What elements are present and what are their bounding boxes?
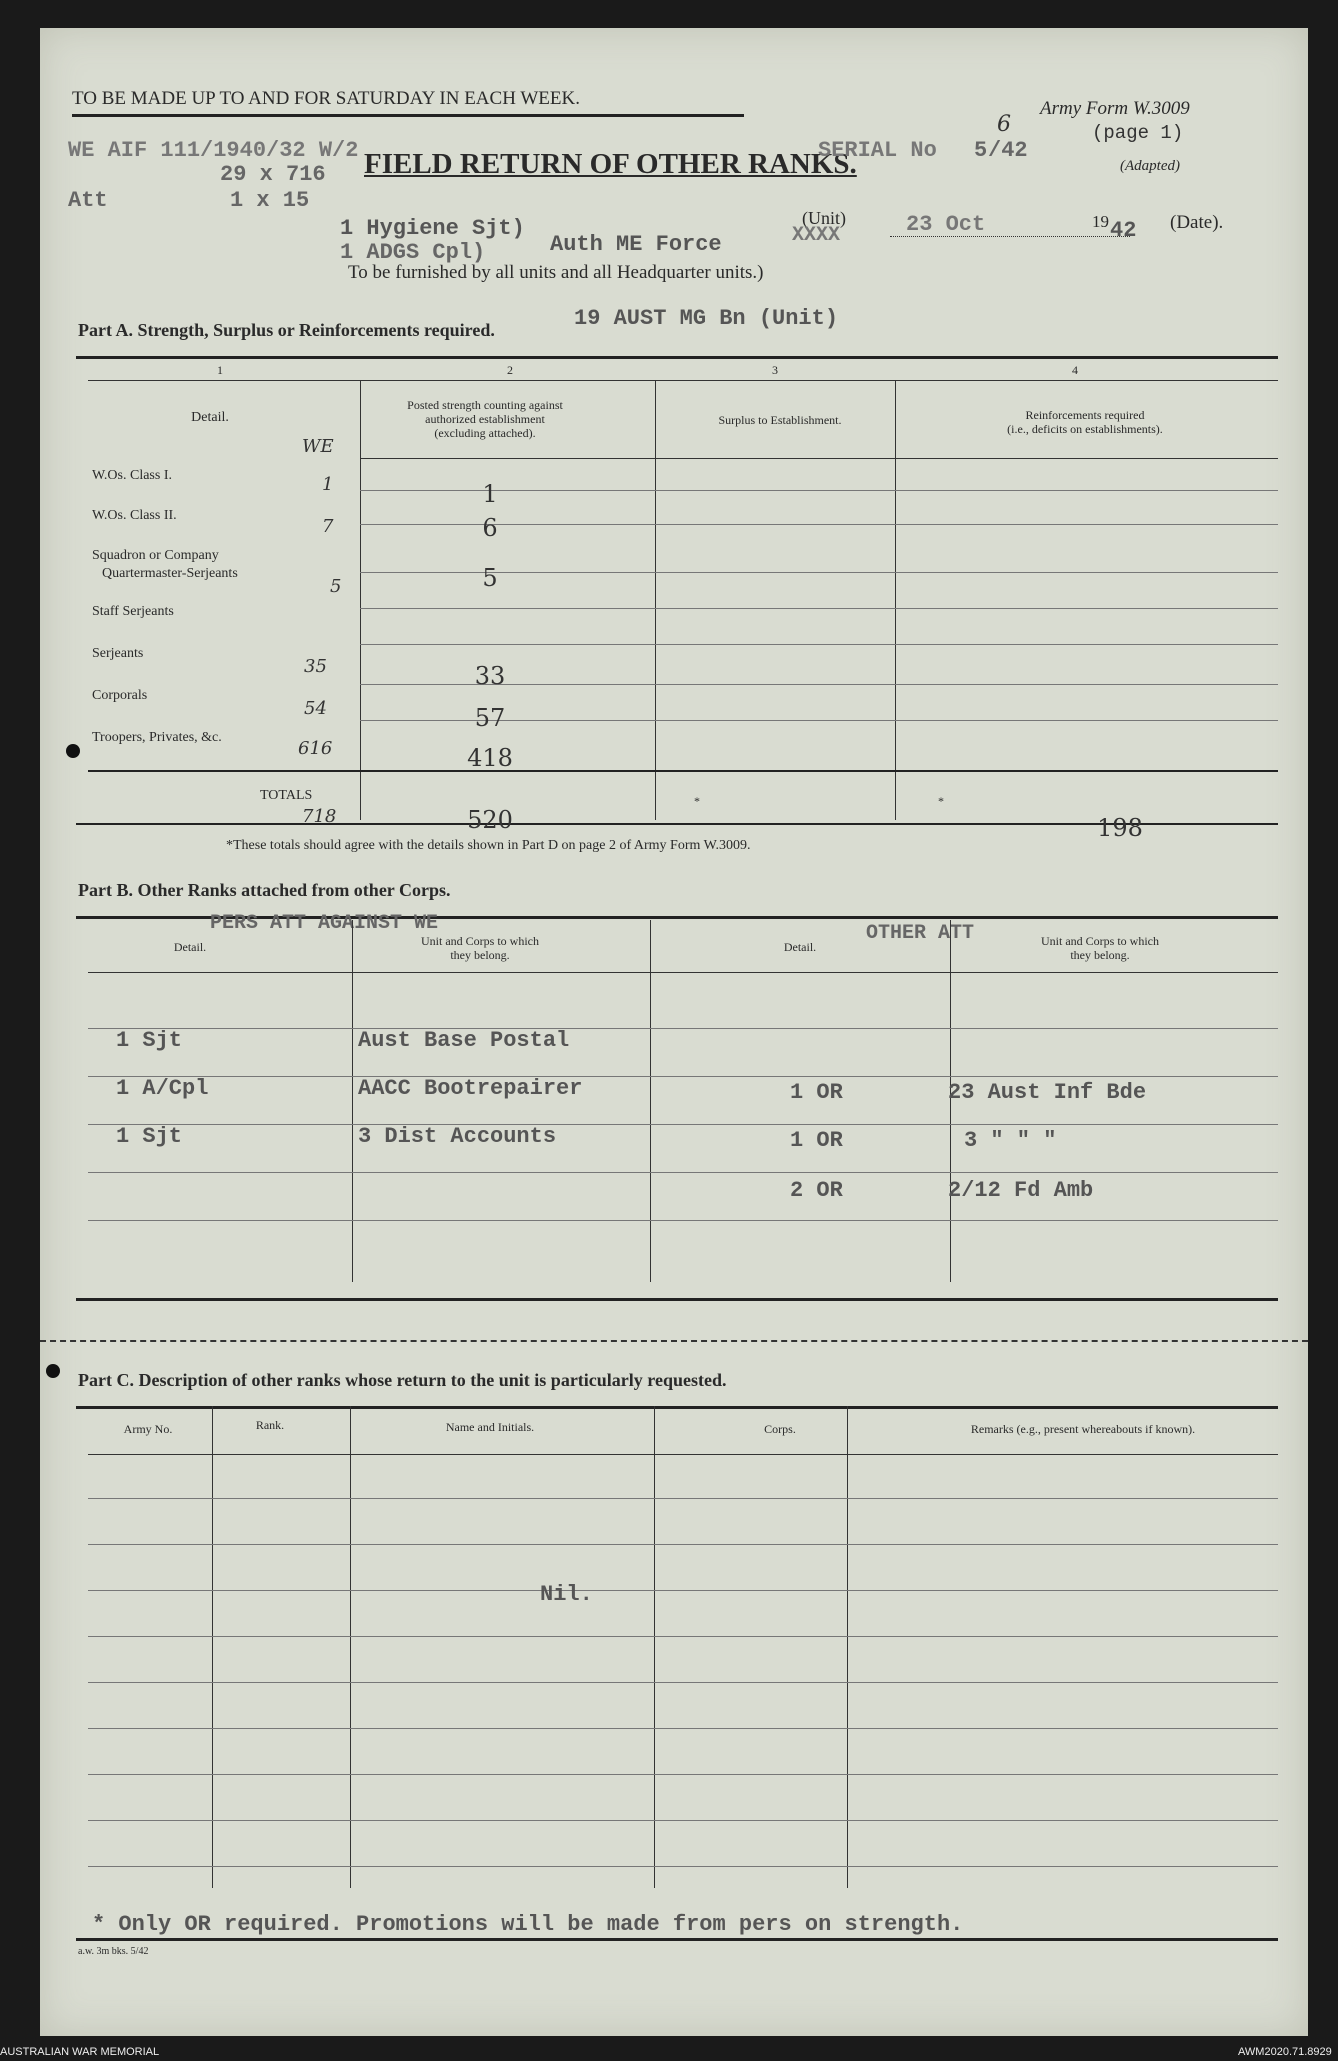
perforation-line [40,1340,1308,1342]
row-posted: 418 [467,744,513,772]
b-left-unit-header [350,934,610,962]
we-reference: WE AIF 111/1940/32 W/2 [68,138,359,163]
b-row-rule-2 [88,1076,1278,1077]
row-label: Staff Serjeants [92,604,174,619]
b-left-unit-header-line-2: they belong. [450,948,510,962]
col-posted-header [355,398,615,440]
b-right-unit-header [970,934,1230,962]
row-rule-5 [360,644,1278,645]
col-num-4: 4 [1072,363,1078,377]
part-c-top-rule [76,1406,1278,1409]
unit-typed: 19 AUST MG Bn (Unit) [574,306,839,331]
part-a-col-line-1 [360,380,361,820]
c-row-rule-6 [88,1728,1278,1729]
c-col-remarks: Remarks (e.g., present whereabouts if known). [970,1422,1196,1436]
col-num-1: 1 [217,363,223,377]
we-strength: 29 x 716 [220,162,326,187]
row-we: 35 [304,656,327,677]
b-left-detail-header: Detail. [173,940,207,954]
part-b-title: Part B. Other Ranks attached from other Corps. [78,880,451,900]
b-unit: 23 Aust Inf Bde [948,1080,1147,1105]
c-row-rule-4 [88,1636,1278,1637]
c-col-rank: Rank. [255,1418,285,1432]
row-label: W.Os. Class II. [92,508,177,523]
serial-label: SERIAL No [818,138,937,163]
b-detail: 1 OR [790,1080,843,1105]
row-label: W.Os. Class I. [92,468,172,483]
row-posted: 6 [482,514,498,542]
part-c-bottom-rule [76,1938,1278,1941]
b-detail: 1 Sjt [116,1124,183,1149]
b-unit: 3 " " " [964,1128,1057,1153]
b-row-rule-4 [88,1172,1278,1173]
posted-header-line-1: Posted strength counting against [407,398,563,412]
part-b-header-rule [88,972,1278,973]
reinf-star: * [938,794,944,808]
b-row-rule-1 [88,1028,1278,1029]
totals-label: TOTALS [260,788,313,803]
army-form-label: Army Form W.3009 [1040,98,1190,119]
b-left-unit-header-line-1: Unit and Corps to which [421,934,539,948]
row-posted: 33 [474,662,506,690]
row-posted: 57 [474,704,506,732]
c-row-rule-1 [88,1498,1278,1499]
archive-id: AWM2020.71.8929 [1238,2046,1332,2058]
page-label: (page 1) [1092,122,1184,144]
date-label: (Date). [1170,212,1224,233]
part-a-col-line-3 [895,380,896,820]
c-header-rule [88,1454,1278,1455]
part-b-col-line-1 [352,920,353,1282]
part-b-bottom-rule [76,1298,1278,1301]
reinf-header-line-1: Reinforcements required [1025,408,1145,422]
date-typed: 23 Oct [906,212,986,237]
other-att-label: OTHER ATT [866,922,975,945]
archive-credit: AUSTRALIAN WAR MEMORIAL [0,2046,160,2058]
punch-hole-icon [66,744,80,758]
footer-note: * Only OR required. Promotions will be made from pers on strength. [92,1912,964,1937]
b-detail: 1 OR [790,1128,843,1153]
b-right-detail-header: Detail. [783,940,817,954]
c-col-corps: Corps. [764,1422,796,1436]
col-number-rule [88,380,1278,381]
c-col-army-no: Army No. [123,1422,173,1436]
part-a-top-rule [76,356,1278,359]
c-row-rule-9 [88,1866,1278,1867]
part-c-title: Part C. Description of other ranks whose return to the unit is particularly requested. [78,1370,727,1390]
row-we: 616 [298,738,333,759]
year-typed: 42 [1110,218,1137,243]
make-up-instruction: TO BE MADE UP TO AND FOR SATURDAY IN EACH WEEK. [72,88,580,109]
b-unit: 2/12 Fd Amb [948,1178,1094,1203]
totals-posted: 520 [467,806,513,834]
serial-suffix: /42 [988,138,1028,163]
row-rule-4 [360,608,1278,609]
adapted-label: (Adapted) [1120,158,1180,174]
part-b-col-line-2 [650,920,651,1282]
row-posted: 1 [482,480,498,508]
c-row-rule-5 [88,1682,1278,1683]
serial-old: 5 [974,138,988,163]
col-num-2: 2 [507,363,513,377]
print-code: a.w. 3m bks. 5/42 [78,1946,149,1957]
furnished-instruction: To be furnished by all units and all Headquarter units.) [348,262,764,283]
b-row-rule-5 [88,1220,1278,1221]
row-label-2: Quartermaster-Serjeants [102,566,238,581]
form-title: FIELD RETURN OF OTHER RANKS. [364,148,857,180]
c-col-name: Name and Initials. [445,1420,535,1434]
part-a-col-line-2 [655,380,656,820]
unit-label: (Unit) [802,208,846,228]
hygiene-sjt: 1 Hygiene Sjt) [340,216,525,241]
totals-reinf: 198 [1097,814,1143,842]
row-we: 1 [322,474,334,495]
surplus-star: * [694,794,700,808]
col-detail-header: Detail. [191,410,229,425]
adgs-cpl: 1 ADGS Cpl) [340,240,486,265]
pers-att-label: PERS ATT AGAINST WE [210,912,439,935]
b-detail: 2 OR [790,1178,843,1203]
totals-note: *These totals should agree with the details shown in Part D on page 2 of Army Form W.3009. [226,838,751,853]
c-row-rule-7 [88,1774,1278,1775]
col-reinf-header [940,408,1230,436]
part-a-title: Part A. Strength, Surplus or Reinforcements required. [78,320,495,340]
posted-header-line-3: (excluding attached). [434,426,536,440]
row-label: Corporals [92,688,148,703]
row-label: Squadron or Company [92,548,219,563]
row-label: Troopers, Privates, &c. [92,730,222,745]
c-row-rule-2 [88,1544,1278,1545]
b-right-unit-header-line-2: they belong. [1070,948,1130,962]
col-surplus-header: Surplus to Establishment. [718,413,842,427]
make-up-underline [72,114,744,117]
row-we: 7 [322,516,334,537]
part-c-col-line-1 [212,1406,213,1888]
row-we: 54 [304,698,327,719]
att-label: Att [68,188,108,213]
c-row-rule-8 [88,1820,1278,1821]
c-row-rule-3 [88,1590,1278,1591]
row-we: 5 [330,576,342,597]
row-label: Serjeants [92,646,144,661]
part-a-header-rule [360,458,1278,459]
part-c-col-line-3 [654,1406,655,1888]
year-prefix: 19 [1092,212,1109,231]
b-right-unit-header-line-1: Unit and Corps to which [1041,934,1159,948]
xxxx-mark: XXXX [792,224,841,247]
col-num-3: 3 [772,363,778,377]
punch-hole-icon [46,1364,60,1378]
b-detail: 1 A/Cpl [116,1076,209,1101]
auth-me-force: Auth ME Force [550,232,722,257]
b-detail: 1 Sjt [116,1028,183,1053]
form-page [40,28,1308,2036]
part-c-col-line-4 [847,1406,848,1888]
totals-rule [88,770,1278,772]
row-posted: 5 [482,564,498,592]
nil-entry: Nil. [540,1582,593,1607]
we-hand-header: WE [302,436,334,457]
posted-header-line-2: authorized establishment [425,412,545,426]
att-value: 1 x 15 [230,188,310,213]
date-dotted-line [890,236,1130,237]
b-unit: 3 Dist Accounts [358,1124,557,1149]
reinf-header-line-2: (i.e., deficits on establishments). [1007,422,1163,436]
serial-correction: 6 [997,112,1011,137]
totals-we: 718 [302,806,337,827]
b-row-rule-3 [88,1124,1278,1125]
b-unit: AACC Bootrepairer [358,1076,583,1101]
b-unit: Aust Base Postal [358,1028,570,1053]
part-c-col-line-2 [350,1406,351,1888]
